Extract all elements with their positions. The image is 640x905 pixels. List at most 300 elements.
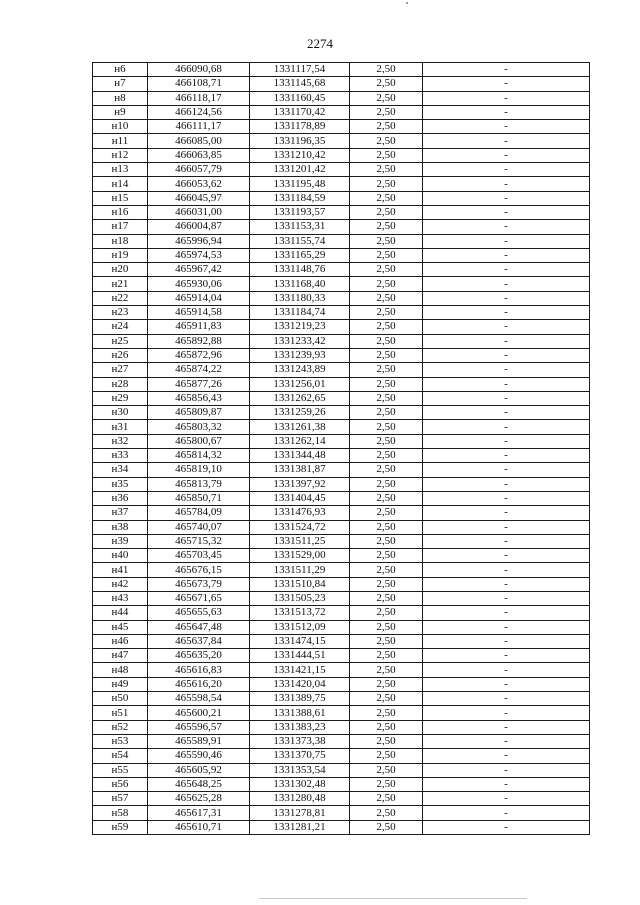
accuracy-cell: 2,50 [350,649,423,663]
note-cell: - [423,277,590,291]
x-coordinate-cell: 465892,88 [148,334,250,348]
note-cell: - [423,591,590,605]
point-name-cell: н38 [93,520,148,534]
point-name-cell: н19 [93,248,148,262]
note-cell: - [423,63,590,77]
y-coordinate-cell: 1331184,59 [250,191,350,205]
y-coordinate-cell: 1331381,87 [250,463,350,477]
note-cell: - [423,148,590,162]
note-cell: - [423,434,590,448]
note-cell: - [423,549,590,563]
table-row [93,348,590,362]
note-cell: - [423,792,590,806]
table-row [93,749,590,763]
accuracy-cell: 2,50 [350,177,423,191]
scan-artifact-line [259,898,527,899]
table-row [93,434,590,448]
y-coordinate-cell: 1331511,25 [250,534,350,548]
x-coordinate-cell: 466031,00 [148,205,250,219]
table-row [93,491,590,505]
table-row [93,820,590,834]
note-cell: - [423,506,590,520]
accuracy-cell: 2,50 [350,577,423,591]
note-cell: - [423,463,590,477]
table-row [93,663,590,677]
table-row [93,449,590,463]
accuracy-cell: 2,50 [350,563,423,577]
y-coordinate-cell: 1331505,23 [250,591,350,605]
x-coordinate-cell: 465784,09 [148,506,250,520]
point-name-cell: н27 [93,363,148,377]
point-name-cell: н23 [93,306,148,320]
x-coordinate-cell: 465803,32 [148,420,250,434]
y-coordinate-cell: 1331233,42 [250,334,350,348]
y-coordinate-cell: 1331278,81 [250,806,350,820]
y-coordinate-cell: 1331193,57 [250,205,350,219]
note-cell: - [423,348,590,362]
point-name-cell: н37 [93,506,148,520]
accuracy-cell: 2,50 [350,677,423,691]
accuracy-cell: 2,50 [350,491,423,505]
y-coordinate-cell: 1331513,72 [250,606,350,620]
accuracy-cell: 2,50 [350,77,423,91]
point-name-cell: н39 [93,534,148,548]
x-coordinate-cell: 466085,00 [148,134,250,148]
y-coordinate-cell: 1331117,54 [250,63,350,77]
note-cell: - [423,234,590,248]
note-cell: - [423,420,590,434]
note-cell: - [423,163,590,177]
table-row [93,77,590,91]
x-coordinate-cell: 466124,56 [148,105,250,119]
y-coordinate-cell: 1331511,29 [250,563,350,577]
note-cell: - [423,306,590,320]
y-coordinate-cell: 1331259,26 [250,406,350,420]
note-cell: - [423,105,590,119]
table-row [93,163,590,177]
table-row [93,606,590,620]
x-coordinate-cell: 466118,17 [148,91,250,105]
accuracy-cell: 2,50 [350,549,423,563]
point-name-cell: н30 [93,406,148,420]
x-coordinate-cell: 465703,45 [148,549,250,563]
y-coordinate-cell: 1331210,42 [250,148,350,162]
note-cell: - [423,291,590,305]
y-coordinate-cell: 1331153,31 [250,220,350,234]
table-row [93,191,590,205]
y-coordinate-cell: 1331261,38 [250,420,350,434]
y-coordinate-cell: 1331160,45 [250,91,350,105]
table-row [93,220,590,234]
point-name-cell: н41 [93,563,148,577]
point-name-cell: н17 [93,220,148,234]
table-row [93,134,590,148]
note-cell: - [423,263,590,277]
accuracy-cell: 2,50 [350,291,423,305]
x-coordinate-cell: 465637,84 [148,634,250,648]
y-coordinate-cell: 1331184,74 [250,306,350,320]
accuracy-cell: 2,50 [350,506,423,520]
table-row [93,506,590,520]
point-name-cell: н46 [93,634,148,648]
y-coordinate-cell: 1331373,38 [250,734,350,748]
point-name-cell: н47 [93,649,148,663]
note-cell: - [423,120,590,134]
x-coordinate-cell: 465911,83 [148,320,250,334]
accuracy-cell: 2,50 [350,63,423,77]
x-coordinate-cell: 465856,43 [148,391,250,405]
note-cell: - [423,406,590,420]
table-row [93,549,590,563]
note-cell: - [423,77,590,91]
y-coordinate-cell: 1331168,40 [250,277,350,291]
note-cell: - [423,520,590,534]
point-name-cell: н31 [93,420,148,434]
x-coordinate-cell: 465616,20 [148,677,250,691]
note-cell: - [423,734,590,748]
accuracy-cell: 2,50 [350,377,423,391]
x-coordinate-cell: 465610,71 [148,820,250,834]
x-coordinate-cell: 466090,68 [148,63,250,77]
accuracy-cell: 2,50 [350,363,423,377]
note-cell: - [423,205,590,219]
accuracy-cell: 2,50 [350,205,423,219]
x-coordinate-cell: 465813,79 [148,477,250,491]
accuracy-cell: 2,50 [350,320,423,334]
note-cell: - [423,320,590,334]
point-name-cell: н36 [93,491,148,505]
x-coordinate-cell: 465605,92 [148,763,250,777]
point-name-cell: н11 [93,134,148,148]
table-row [93,692,590,706]
y-coordinate-cell: 1331510,84 [250,577,350,591]
point-name-cell: н12 [93,148,148,162]
point-name-cell: н14 [93,177,148,191]
x-coordinate-cell: 465874,22 [148,363,250,377]
note-cell: - [423,634,590,648]
y-coordinate-cell: 1331389,75 [250,692,350,706]
table-row [93,205,590,219]
y-coordinate-cell: 1331529,00 [250,549,350,563]
x-coordinate-cell: 465967,42 [148,263,250,277]
accuracy-cell: 2,50 [350,463,423,477]
note-cell: - [423,491,590,505]
point-name-cell: н18 [93,234,148,248]
point-name-cell: н15 [93,191,148,205]
accuracy-cell: 2,50 [350,449,423,463]
table-row [93,792,590,806]
table-row [93,634,590,648]
y-coordinate-cell: 1331524,72 [250,520,350,534]
y-coordinate-cell: 1331280,48 [250,792,350,806]
point-name-cell: н8 [93,91,148,105]
accuracy-cell: 2,50 [350,692,423,706]
y-coordinate-cell: 1331302,48 [250,777,350,791]
note-cell: - [423,477,590,491]
y-coordinate-cell: 1331421,15 [250,663,350,677]
accuracy-cell: 2,50 [350,663,423,677]
accuracy-cell: 2,50 [350,820,423,834]
y-coordinate-cell: 1331353,54 [250,763,350,777]
point-name-cell: н57 [93,792,148,806]
y-coordinate-cell: 1331262,14 [250,434,350,448]
accuracy-cell: 2,50 [350,348,423,362]
note-cell: - [423,677,590,691]
table-row [93,263,590,277]
y-coordinate-cell: 1331512,09 [250,620,350,634]
point-name-cell: н25 [93,334,148,348]
accuracy-cell: 2,50 [350,105,423,119]
point-name-cell: н51 [93,706,148,720]
point-name-cell: н13 [93,163,148,177]
accuracy-cell: 2,50 [350,120,423,134]
note-cell: - [423,606,590,620]
note-cell: - [423,563,590,577]
accuracy-cell: 2,50 [350,406,423,420]
y-coordinate-cell: 1331155,74 [250,234,350,248]
table-row [93,377,590,391]
point-name-cell: н9 [93,105,148,119]
note-cell: - [423,177,590,191]
point-name-cell: н55 [93,763,148,777]
note-cell: - [423,663,590,677]
table-row [93,734,590,748]
table-row [93,406,590,420]
x-coordinate-cell: 465819,10 [148,463,250,477]
table-row [93,649,590,663]
table-row [93,620,590,634]
y-coordinate-cell: 1331145,68 [250,77,350,91]
table-row [93,248,590,262]
table-row [93,420,590,434]
x-coordinate-cell: 466057,79 [148,163,250,177]
y-coordinate-cell: 1331474,15 [250,634,350,648]
table-row [93,320,590,334]
point-name-cell: н43 [93,591,148,605]
x-coordinate-cell: 465625,28 [148,792,250,806]
point-name-cell: н28 [93,377,148,391]
accuracy-cell: 2,50 [350,334,423,348]
y-coordinate-cell: 1331256,01 [250,377,350,391]
note-cell: - [423,620,590,634]
note-cell: - [423,720,590,734]
accuracy-cell: 2,50 [350,220,423,234]
point-name-cell: н53 [93,734,148,748]
x-coordinate-cell: 465877,26 [148,377,250,391]
x-coordinate-cell: 465814,32 [148,449,250,463]
accuracy-cell: 2,50 [350,749,423,763]
table-row [93,677,590,691]
point-name-cell: н34 [93,463,148,477]
point-name-cell: н24 [93,320,148,334]
y-coordinate-cell: 1331397,92 [250,477,350,491]
accuracy-cell: 2,50 [350,234,423,248]
note-cell: - [423,763,590,777]
note-cell: - [423,820,590,834]
x-coordinate-cell: 465996,94 [148,234,250,248]
x-coordinate-cell: 465671,65 [148,591,250,605]
table-row [93,91,590,105]
accuracy-cell: 2,50 [350,434,423,448]
x-coordinate-cell: 465648,25 [148,777,250,791]
accuracy-cell: 2,50 [350,534,423,548]
point-name-cell: н49 [93,677,148,691]
x-coordinate-cell: 465930,06 [148,277,250,291]
point-name-cell: н50 [93,692,148,706]
accuracy-cell: 2,50 [350,606,423,620]
accuracy-cell: 2,50 [350,792,423,806]
x-coordinate-cell: 465872,96 [148,348,250,362]
point-name-cell: н42 [93,577,148,591]
point-name-cell: н54 [93,749,148,763]
note-cell: - [423,134,590,148]
accuracy-cell: 2,50 [350,777,423,791]
y-coordinate-cell: 1331165,29 [250,248,350,262]
x-coordinate-cell: 466045,97 [148,191,250,205]
y-coordinate-cell: 1331201,42 [250,163,350,177]
coordinates-table [92,62,590,835]
y-coordinate-cell: 1331178,89 [250,120,350,134]
point-name-cell: н22 [93,291,148,305]
y-coordinate-cell: 1331383,23 [250,720,350,734]
point-name-cell: н59 [93,820,148,834]
accuracy-cell: 2,50 [350,163,423,177]
table-row [93,706,590,720]
x-coordinate-cell: 465617,31 [148,806,250,820]
table-row [93,120,590,134]
point-name-cell: н44 [93,606,148,620]
point-name-cell: н7 [93,77,148,91]
x-coordinate-cell: 465914,58 [148,306,250,320]
point-name-cell: н35 [93,477,148,491]
table-row [93,63,590,77]
point-name-cell: н33 [93,449,148,463]
point-name-cell: н29 [93,391,148,405]
note-cell: - [423,577,590,591]
note-cell: - [423,749,590,763]
accuracy-cell: 2,50 [350,763,423,777]
x-coordinate-cell: 465809,87 [148,406,250,420]
note-cell: - [423,777,590,791]
table-row [93,463,590,477]
table-row [93,763,590,777]
x-coordinate-cell: 466004,87 [148,220,250,234]
point-name-cell: н20 [93,263,148,277]
note-cell: - [423,377,590,391]
table-row [93,591,590,605]
page-number: 2274 [307,36,333,51]
y-coordinate-cell: 1331262,65 [250,391,350,405]
x-coordinate-cell: 466108,71 [148,77,250,91]
x-coordinate-cell: 465596,57 [148,720,250,734]
point-name-cell: н56 [93,777,148,791]
x-coordinate-cell: 466053,62 [148,177,250,191]
accuracy-cell: 2,50 [350,591,423,605]
note-cell: - [423,706,590,720]
note-cell: - [423,692,590,706]
point-name-cell: н32 [93,434,148,448]
note-cell: - [423,191,590,205]
note-cell: - [423,363,590,377]
x-coordinate-cell: 466111,17 [148,120,250,134]
accuracy-cell: 2,50 [350,91,423,105]
accuracy-cell: 2,50 [350,134,423,148]
y-coordinate-cell: 1331281,21 [250,820,350,834]
x-coordinate-cell: 465655,63 [148,606,250,620]
y-coordinate-cell: 1331180,33 [250,291,350,305]
y-coordinate-cell: 1331388,61 [250,706,350,720]
note-cell: - [423,248,590,262]
table-row [93,363,590,377]
note-cell: - [423,449,590,463]
point-name-cell: н21 [93,277,148,291]
accuracy-cell: 2,50 [350,263,423,277]
table-row [93,105,590,119]
y-coordinate-cell: 1331170,42 [250,105,350,119]
point-name-cell: н40 [93,549,148,563]
point-name-cell: н10 [93,120,148,134]
y-coordinate-cell: 1331476,93 [250,506,350,520]
note-cell: - [423,334,590,348]
note-cell: - [423,91,590,105]
point-name-cell: н26 [93,348,148,362]
accuracy-cell: 2,50 [350,248,423,262]
accuracy-cell: 2,50 [350,391,423,405]
y-coordinate-cell: 1331344,48 [250,449,350,463]
point-name-cell: н16 [93,205,148,219]
point-name-cell: н52 [93,720,148,734]
accuracy-cell: 2,50 [350,720,423,734]
x-coordinate-cell: 465589,91 [148,734,250,748]
x-coordinate-cell: 465616,83 [148,663,250,677]
point-name-cell: н58 [93,806,148,820]
table-row [93,563,590,577]
y-coordinate-cell: 1331219,23 [250,320,350,334]
accuracy-cell: 2,50 [350,620,423,634]
x-coordinate-cell: 465676,15 [148,563,250,577]
table-row [93,777,590,791]
table-row [93,234,590,248]
accuracy-cell: 2,50 [350,148,423,162]
note-cell: - [423,534,590,548]
x-coordinate-cell: 465673,79 [148,577,250,591]
note-cell: - [423,806,590,820]
table-row [93,391,590,405]
accuracy-cell: 2,50 [350,706,423,720]
y-coordinate-cell: 1331420,04 [250,677,350,691]
x-coordinate-cell: 465635,20 [148,649,250,663]
x-coordinate-cell: 465914,04 [148,291,250,305]
x-coordinate-cell: 465974,53 [148,248,250,262]
table-row [93,291,590,305]
y-coordinate-cell: 1331370,75 [250,749,350,763]
x-coordinate-cell: 465800,67 [148,434,250,448]
point-name-cell: н6 [93,63,148,77]
note-cell: - [423,649,590,663]
table-row [93,277,590,291]
note-cell: - [423,220,590,234]
accuracy-cell: 2,50 [350,734,423,748]
note-cell: - [423,391,590,405]
table-row [93,177,590,191]
table-row [93,577,590,591]
accuracy-cell: 2,50 [350,634,423,648]
accuracy-cell: 2,50 [350,806,423,820]
scan-artifact [406,2,408,4]
x-coordinate-cell: 465600,21 [148,706,250,720]
y-coordinate-cell: 1331239,93 [250,348,350,362]
table-row [93,477,590,491]
